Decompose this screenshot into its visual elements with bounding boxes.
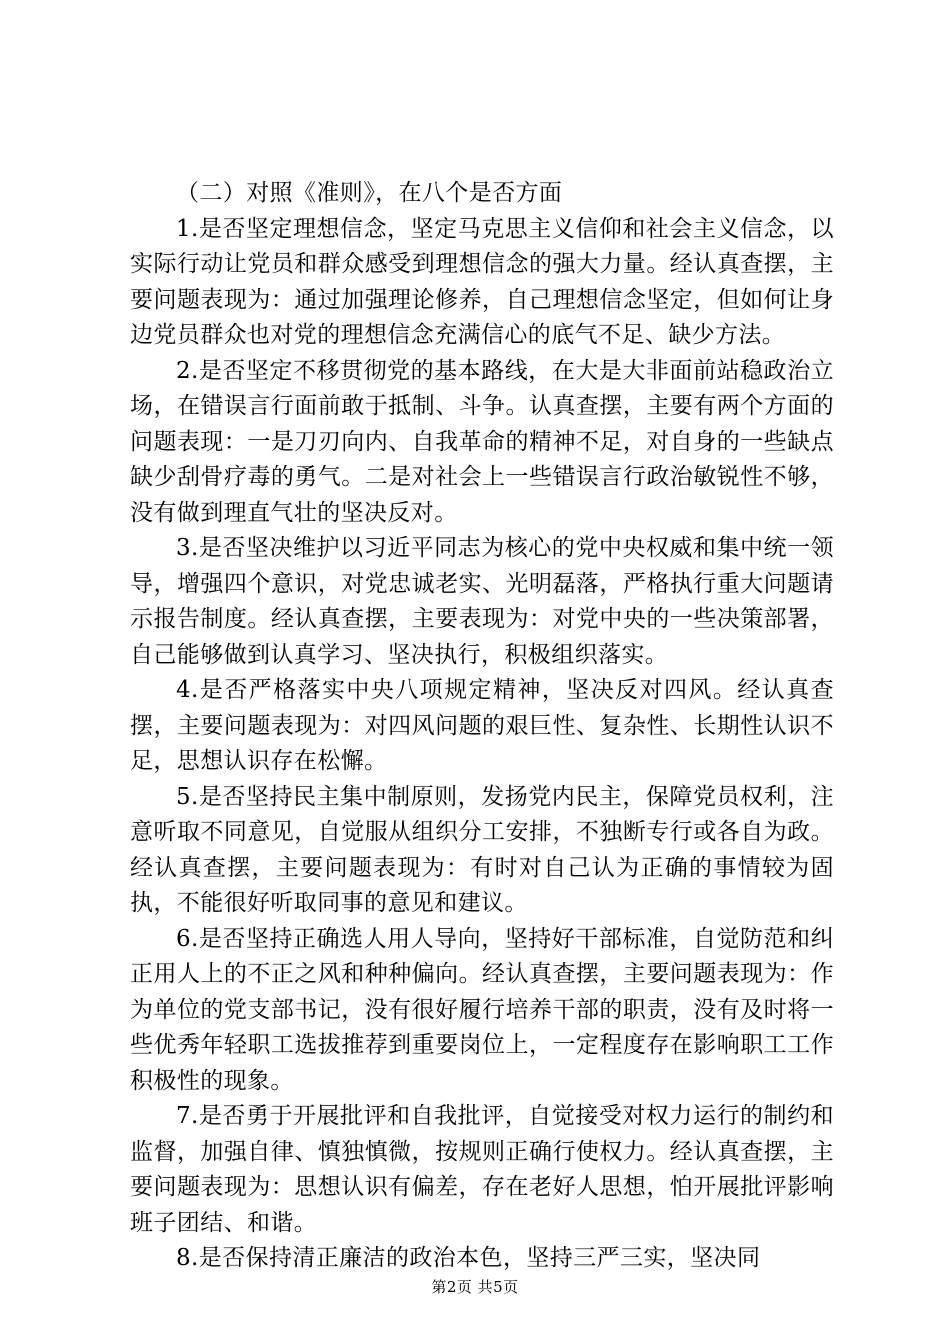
- paragraph-8: 8.是否保持清正廉洁的政治本色，坚持三严三实，坚决同: [176, 1245, 761, 1271]
- paragraph-5: 5.是否坚持民主集中制原则，发扬党内民主，保障党员权利，注意听取不同意见，自觉服从组织分工安排，不独断专行或各自为政。经认真查摆，主要问题表现为：有时对自己认为正确的事情较为固执，不能很好听取同事的意见和建议。: [130, 783, 834, 916]
- section-heading: （二）对照《准则》，在八个是否方面: [176, 180, 563, 206]
- page-number-footer: 第2页 共5页: [431, 1278, 519, 1296]
- paragraph-4: 4.是否严格落实中央八项规定精神，坚决反对四风。经认真查摆，主要问题表现为：对四风问题的艰巨性、复杂性、长期性认识不足，思想认识存在松懈。: [130, 677, 834, 774]
- paragraph-6: 6.是否坚持正确选人用人导向，坚持好干部标准，自觉防范和纠正用人上的不正之风和种种偏向。经认真查摆，主要问题表现为：作为单位的党支部书记，没有很好履行培养干部的职责，没有及时将一些优秀年轻职工选拔推荐到重要岗位上，一定程度存在影响职工工作积极性的现象。: [130, 925, 834, 1094]
- paragraph-2: 2.是否坚定不移贯彻党的基本路线，在大是大非面前站稳政治立场，在错误言行面前敢于抵制、斗争。认真查摆，主要有两个方面的问题表现：一是刀刃向内、自我革命的精神不足，对自身的一些缺点缺少刮骨疗毒的勇气。二是对社会上一些错误言行政治敏锐性不够，没有做到理直气壮的坚决反对。: [130, 357, 834, 526]
- paragraph-7: 7.是否勇于开展批评和自我批评，自觉接受对权力运行的制约和监督，加强自律、慎独慎微，按规则正确行使权力。经认真查摆，主要问题表现为：思想认识有偏差，存在老好人思想，怕开展批评影响班子团结、和谐。: [130, 1103, 834, 1236]
- paragraph-1: 1.是否坚定理想信念，坚定马克思主义信仰和社会主义信念，以实际行动让党员和群众感受到理想信念的强大力量。经认真查摆，主要问题表现为：通过加强理论修养，自己理想信念坚定，但如何让身边党员群众也对党的理想信念充满信心的底气不足、缺少方法。: [130, 215, 834, 348]
- paragraph-3: 3.是否坚决维护以习近平同志为核心的党中央权威和集中统一领导，增强四个意识，对党忠诚老实、光明磊落，严格执行重大问题请示报告制度。经认真查摆，主要表现为：对党中央的一些决策部署，自己能够做到认真学习、坚决执行，积极组织落实。: [130, 535, 834, 668]
- document-body: [130, 176, 834, 1277]
